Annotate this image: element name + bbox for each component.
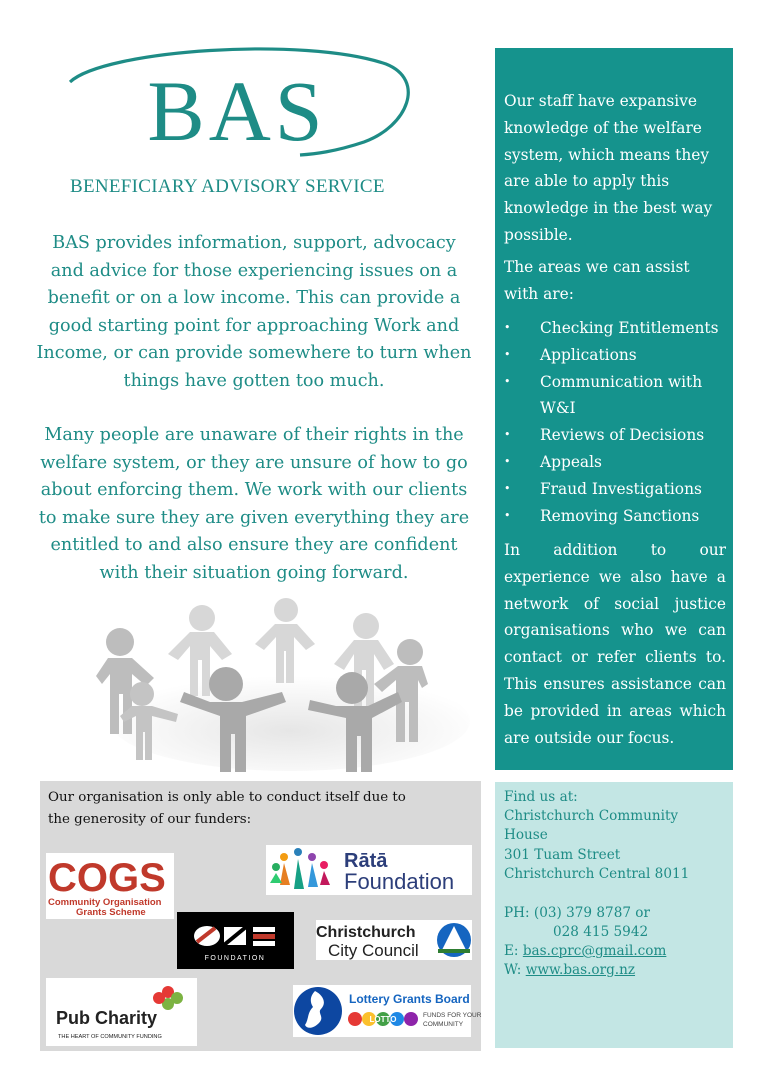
pub-charity-logo xyxy=(46,978,197,1046)
paper-people-illustration xyxy=(90,596,470,776)
svg-text:Christchurch: Christchurch xyxy=(316,924,416,941)
list-item: • Removing Sanctions xyxy=(495,503,731,530)
svg-text:Grants Scheme: Grants Scheme xyxy=(76,907,146,918)
phone-line: PH: (03) 379 8787 or xyxy=(504,905,650,921)
one-foundation-logo xyxy=(177,912,294,969)
svg-text:FUNDS FOR YOUR: FUNDS FOR YOUR xyxy=(423,1012,482,1019)
rata-foundation-logo xyxy=(266,845,472,895)
svg-text:Lottery Grants Board: Lottery Grants Board xyxy=(349,992,470,1006)
intro-paragraph-2: Many people are unaware of their rights in the welfare system, or they are unsure of how to go about enforcing them. We work with our clients to make sure they are given everything they are entitled to and also ensure they are confident with their situation going forward. xyxy=(38,425,470,583)
logo-title: BAS xyxy=(147,63,327,159)
nz-map-icon xyxy=(294,987,342,1035)
bullet-icon: • xyxy=(504,508,511,522)
bullet-icon: • xyxy=(504,374,511,388)
address-line-3: 301 Tuam Street xyxy=(504,847,621,863)
list-item: • Checking Entitlements xyxy=(495,315,731,342)
funders-intro: Our organisation is only able to conduct itself due to the generosity of our funders: xyxy=(48,790,406,827)
phone-line-2: 028 415 5942 xyxy=(553,924,649,940)
svg-text:FOUNDATION: FOUNDATION xyxy=(204,955,266,962)
svg-text:Community Organisation: Community Organisation xyxy=(48,897,162,908)
bullet-icon: • xyxy=(504,428,511,442)
logo-subtitle: BENEFICIARY ADVISORY SERVICE xyxy=(70,176,385,197)
network-text: In addition to our experience we also have a network of social justice organisations who we can contact or refer clients to. This ensures assistance can be provided in areas which are outside our focus. xyxy=(504,541,726,747)
svg-text:THE HEART OF COMMUNITY FUNDING: THE HEART OF COMMUNITY FUNDING xyxy=(58,1034,162,1040)
list-item: • Applications xyxy=(495,342,731,369)
bullet-icon: • xyxy=(504,321,511,334)
contact-section xyxy=(495,782,733,1048)
cogs-mark-icon xyxy=(46,853,174,919)
svg-text:COGS: COGS xyxy=(48,856,166,900)
svg-text:LOTTO: LOTTO xyxy=(369,1015,397,1024)
cathedral-icon xyxy=(437,923,471,957)
website-link[interactable]: www.bas.org.nz xyxy=(525,962,636,978)
list-item: • Reviews of Decisions xyxy=(495,422,731,449)
assist-areas-list xyxy=(495,315,731,529)
svg-text:Foundation: Foundation xyxy=(344,869,455,894)
staff-knowledge-text: Our staff have expansive knowledge of the welfare system, which means they are able to apply this knowledge in the best way possible. xyxy=(504,92,713,244)
address-line-1: Christchurch Community xyxy=(504,808,679,824)
clover-icon xyxy=(153,986,183,1010)
address-line-4: Christchurch Central 8011 xyxy=(504,866,690,882)
assist-areas-heading: The areas we can assist with are: xyxy=(504,258,690,303)
email-link[interactable]: bas.cprc@gmail.com xyxy=(522,943,667,959)
services-panel xyxy=(495,48,733,770)
list-item: • Appeals xyxy=(495,449,731,476)
list-item: • Communication with W&I xyxy=(495,369,731,423)
christchurch-city-council-logo xyxy=(316,920,472,960)
bullet-icon: • xyxy=(504,347,511,361)
rata-people-icon xyxy=(270,848,330,889)
bullet-icon: • xyxy=(504,481,511,495)
svg-text:Rātā: Rātā xyxy=(344,850,388,872)
bullet-icon: • xyxy=(504,454,511,468)
svg-text:Pub Charity: Pub Charity xyxy=(56,1008,158,1028)
svg-text:City Council: City Council xyxy=(328,941,419,960)
web-line: W: www.bas.org.nz xyxy=(504,962,636,978)
address-line-2: House xyxy=(504,827,548,843)
one-mark-icon xyxy=(194,926,275,946)
contact-heading: Find us at: xyxy=(504,789,578,805)
email-line: E: bas.cprc@gmail.com xyxy=(504,943,667,959)
lottery-grants-board-logo xyxy=(293,985,482,1037)
svg-text:COMMUNITY: COMMUNITY xyxy=(423,1021,464,1028)
intro-paragraph-1: BAS provides information, support, advocacy and advice for those experiencing issues on a benefit or on a low income. This can provide a good starting point for approaching Work and Income, or can provide somewhere to turn when things have gotten too much. xyxy=(36,233,472,391)
cogs-logo xyxy=(46,853,174,919)
list-item: • Fraud Investigations xyxy=(495,476,731,503)
